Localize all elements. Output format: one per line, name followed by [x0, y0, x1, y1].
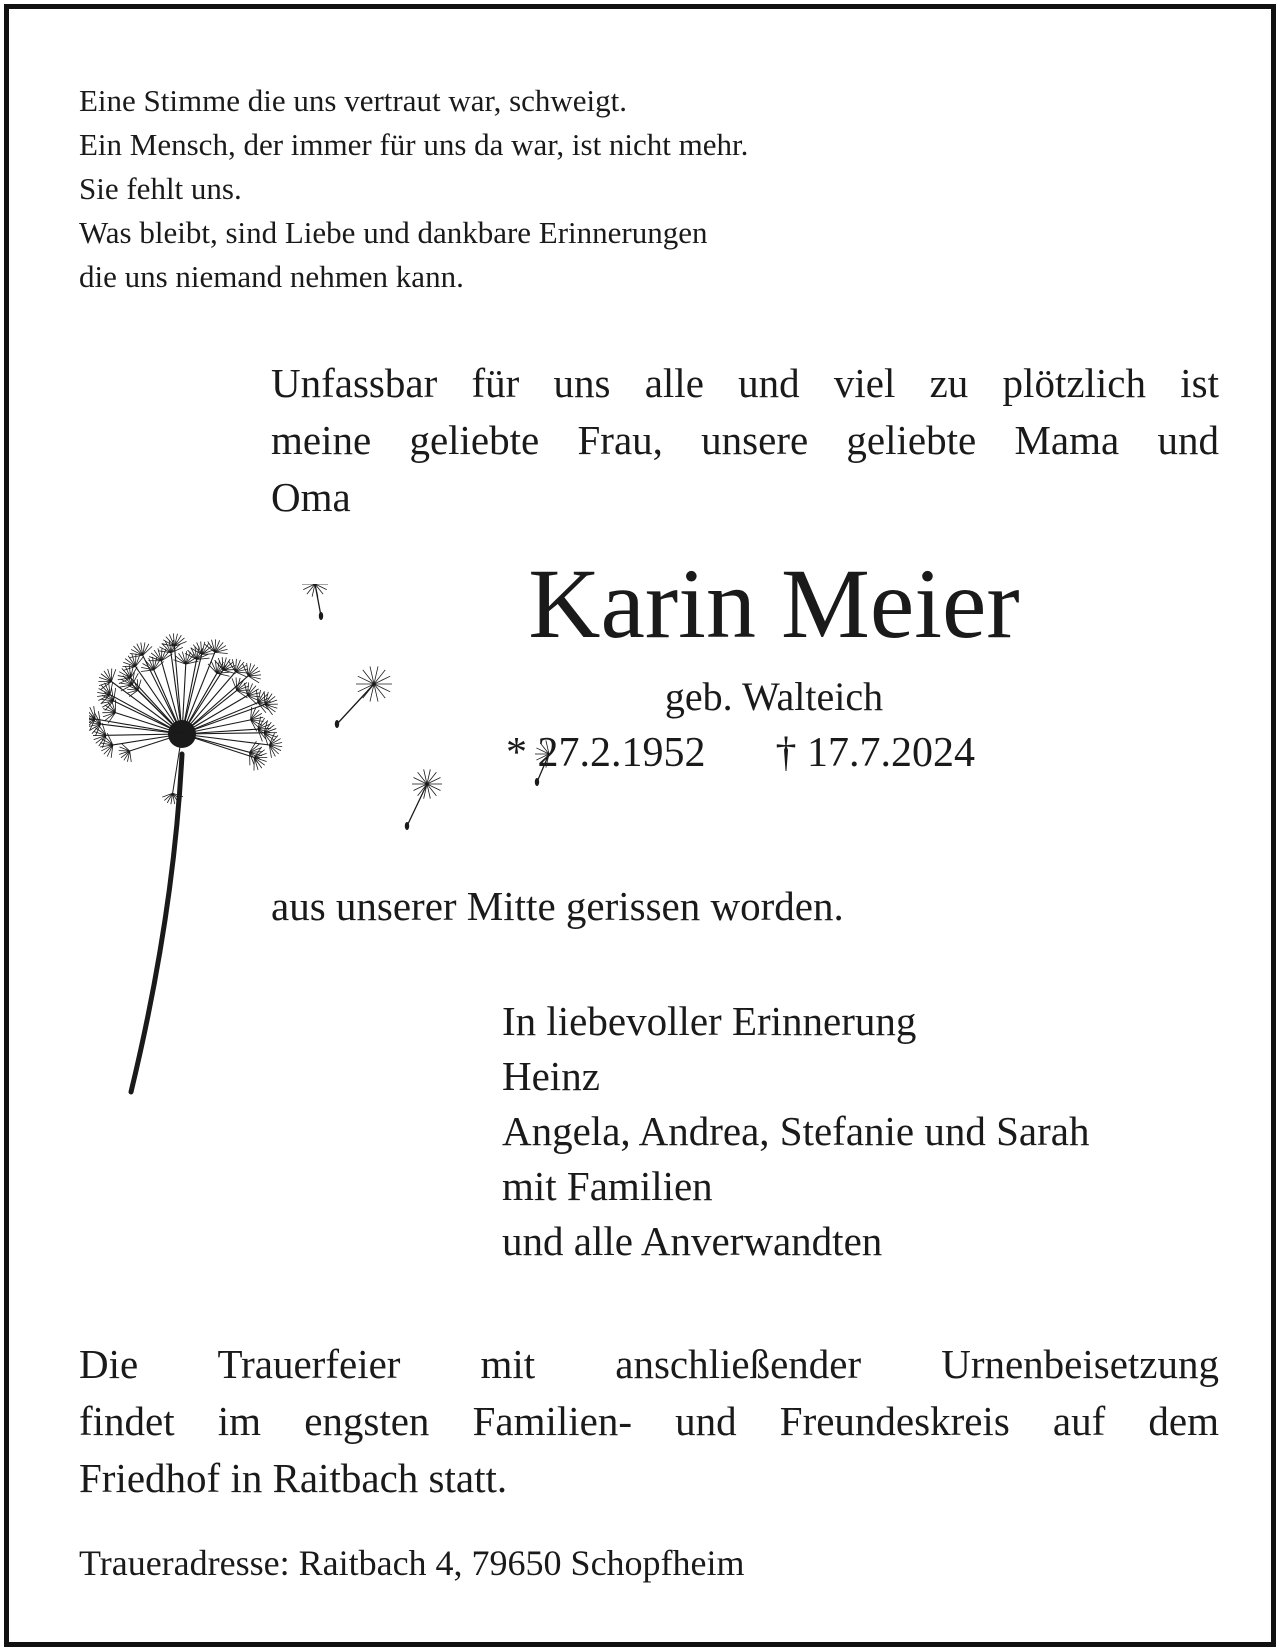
poem-line: Was bleibt, sind Liebe und dankbare Erinnerungen	[79, 215, 708, 250]
mourner-line: Angela, Andrea, Stefanie und Sarah	[502, 1108, 1090, 1154]
mourner-line: In liebevoller Erinnerung	[502, 998, 917, 1044]
funeral-line: Die Trauerfeier mit anschließender Urnenbeisetzung	[79, 1341, 1219, 1387]
mourner-line: und alle Anverwandten	[502, 1218, 883, 1264]
funeral-line: findet im engsten Familien- und Freundeskreis auf dem	[79, 1398, 1219, 1444]
dandelion-icon	[89, 584, 549, 1154]
death-date: † 17.7.2024	[775, 730, 975, 776]
mourning-address: Traueradresse: Raitbach 4, 79650 Schopfheim	[79, 1543, 745, 1583]
poem-line: Sie fehlt uns.	[79, 171, 242, 206]
funeral-line: Friedhof in Raitbach statt.	[79, 1455, 508, 1501]
intro-line: meine geliebte Frau, unsere geliebte Mama und	[271, 417, 1219, 463]
life-dates	[506, 727, 975, 779]
poem	[79, 79, 748, 299]
poem-line: die uns niemand nehmen kann.	[79, 259, 464, 294]
funeral-notice	[79, 1336, 1219, 1507]
announcement-intro	[271, 355, 1219, 526]
deceased-name: Karin Meier	[528, 548, 1020, 659]
mourner-line: mit Familien	[502, 1163, 713, 1209]
poem-line: Ein Mensch, der immer für uns da war, ist nicht mehr.	[79, 127, 749, 162]
mourners	[502, 994, 1089, 1269]
intro-line: Unfassbar für uns alle und viel zu plötzlich ist	[271, 360, 1219, 406]
mourner-line: Heinz	[502, 1053, 600, 1099]
announcement-closing: aus unserer Mitte gerissen worden.	[271, 883, 844, 929]
intro-line: Oma	[271, 474, 351, 520]
birth-date: * 27.2.1952	[506, 730, 706, 776]
birth-name: geb. Walteich	[664, 674, 884, 719]
obituary-frame	[4, 4, 1276, 1647]
poem-line: Eine Stimme die uns vertraut war, schweigt.	[79, 83, 628, 118]
